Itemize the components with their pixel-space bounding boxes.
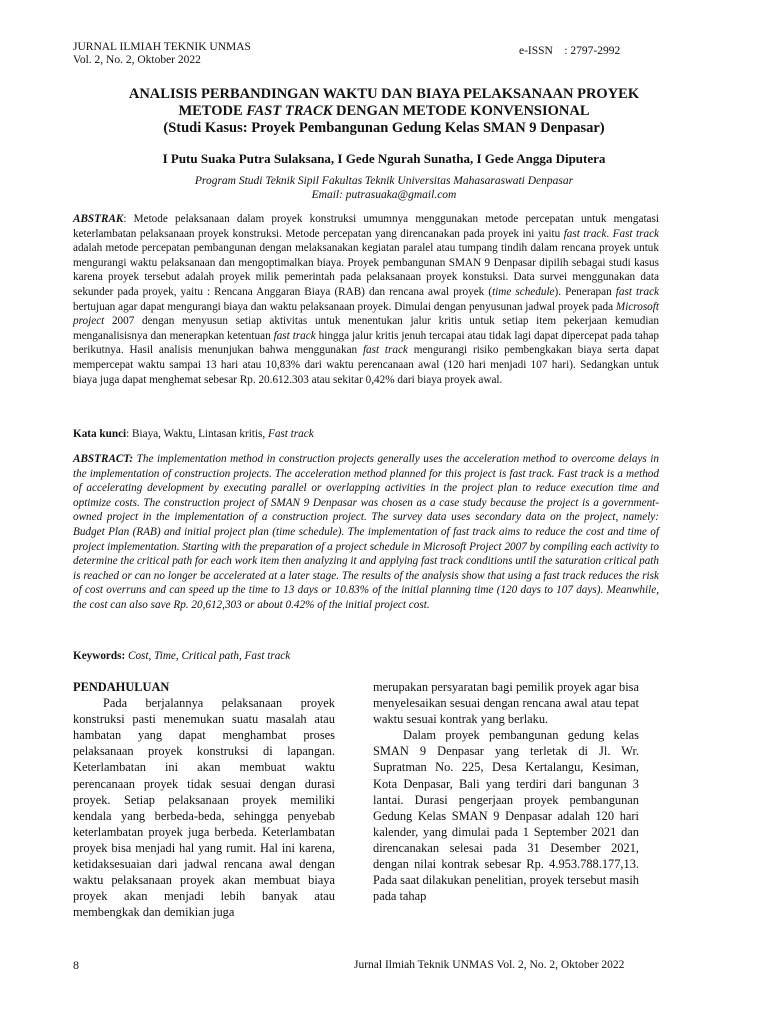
section-heading: PENDAHULUAN xyxy=(73,680,170,694)
title-line-3: (Studi Kasus: Proyek Pembangunan Gedung Kelas SMAN 9 Denpasar) xyxy=(163,120,605,136)
paragraph: Pada berjalannya pelaksanaan proyek konstruksi pasti menemukan suatu masalah atau hambatan yang dapat menghambat proses pelaksanaan proyek konstruksi di lapangan. Keterlambatan ini akan membuat waktu perencanaan proyek tidak sesuai dengan durasi proyek. Setiap pelaksanaan proyek memiliki kendala yang berbeda-beda, sehingga penyebab keterlambatan proyek juga berbeda. Keterlambatan proyek bisa menjadi hal yang rumit. Hal ini karena, ketidaksesuaian dari jadwal rencana awal dengan waktu pelaksanaan proyek akan membuat biaya proyek akan menjadi lebih banyak atau membengkak dan demikian juga xyxy=(73,696,335,920)
abstrak-text: bertujuan agar dapat mengurangi biaya dan waktu pelaksanaan proyek. Dimulai dengan penyusunan jadwal proyek pada xyxy=(73,300,616,313)
body-column-right xyxy=(373,679,639,904)
abstrak-text: ). Penerapan xyxy=(554,285,616,298)
keywords-text: Cost, Time, Critical path, Fast track xyxy=(125,650,291,662)
keywords xyxy=(73,650,659,662)
kata-kunci-label: Kata kunci xyxy=(73,428,127,440)
journal-volume: Vol. 2, No. 2, Oktober 2022 xyxy=(73,54,201,66)
page-number: 8 xyxy=(73,958,79,972)
abstrak-term: fast track xyxy=(563,227,607,240)
running-header xyxy=(73,41,251,67)
abstrak-text: . xyxy=(606,227,613,240)
abstrak-term: Fast track xyxy=(612,227,660,240)
title-line-2-pre: METODE xyxy=(178,103,247,119)
body-column-left xyxy=(73,679,335,920)
abstrak-term: fast track xyxy=(273,329,316,342)
abstract-text: The implementation method in construction projects generally uses the acceleration method to overcome delays in the implementation of construction projects. The acceleration method planned for this project is fast track. Fast track is a method of accelerating development by executing parallel or overlapping activities in the project plan to reduce execution time and optimize costs. The construction project of SMAN 9 Denpasar was chosen as a case study because the project is a government-owned project in the implementation of a construction project. The survey data uses secondary data on the project, namely: Budget Plan (RAB) and initial project plan (time schedule). The implementation of fast track aims to reduce the cost and time of project implementation. Starting with the preparation of a project schedule in Microsoft Project 2007 by compiling each activity to determine the critical path for each work item then analyzing it and applying fast track conditions until the saturation critical path is reached or can no longer be accelerated at a later stage. The results of the analysis show that using a fast track reduces the risk of cost overruns and can speed up the time to 13 days or 10.83% of the initial planning time (120 days to 107 days). Meanwhile, the cost can also save Rp. 20,612,303 or about 0.42% of the initial project cost. xyxy=(73,453,659,611)
abstrak-text: adalah metode percepatan pembangunan dengan melaksanakan kegiatan paralel atau tumpang tindih dalam rencana proyek untuk mengurangi waktu pelaksanaan dan mengoptimalkan biaya. Proyek pembangunan SMAN 9 Denpasar dipilih sebagai studi kasus karena proyek tersebut adalah proyek milik pemerintah pada pelaksanaan proyek konstuksi. Data survei menggunakan data sekunder pada proyek, yaitu : Rencana Anggaran Biaya (RAB) dan rencana awal proyek ( xyxy=(73,242,659,298)
abstract-en xyxy=(73,452,659,613)
author-list: I Putu Suaka Putra Sulaksana, I Gede Ngurah Sunatha, I Gede Angga Diputera xyxy=(162,151,606,166)
abstrak-term: fast track xyxy=(615,285,659,298)
abstrak-text: mengurangi risiko pembengkakan biaya serta dapat mempercepat waktu sampai 13 hari atau 10,83% dari waktu perencanaan awal (120 hari menjadi 107 hari). Sedangkan untuk biaya juga dapat menghemat sebesar Rp. 20.612.303 atau sekitar 0,42% dari biaya proyek awal. xyxy=(73,344,659,386)
paper-title xyxy=(60,86,708,137)
affiliation: Program Studi Teknik Sipil Fakultas Teknik Universitas Mahasaraswati Denpasar xyxy=(194,175,574,187)
abstrak xyxy=(73,212,659,387)
journal-name: JURNAL ILMIAH TEKNIK UNMAS xyxy=(73,41,251,53)
abstrak-label: ABSTRAK xyxy=(73,213,124,225)
title-line-2-italic: FAST TRACK xyxy=(246,103,333,119)
kata-kunci xyxy=(73,428,659,440)
abstract-label: ABSTRACT: xyxy=(73,453,134,465)
kata-kunci-text: : Biaya, Waktu, Lintasan kritis, xyxy=(126,428,268,440)
abstrak-term: Microsoft project xyxy=(73,300,659,328)
email: Email: putrasuaka@gmail.com xyxy=(311,189,457,201)
abstrak-text: hingga jalur kritis jenuh tercapai atau tidak lagi dapat dipercepat pada tahap berikutnya. Hasil analisis menunjukan bahwa menggunakan xyxy=(73,329,660,357)
paragraph: Dalam proyek pembangunan gedung kelas SMAN 9 Denpasar yang terletak di Jl. Wr. Supratman No. 225, Desa Kertalangu, Kesiman, Kota Denpasar, Bali yang terdiri dari bangunan 3 lantai. Durasi pengerjaan proyek pembangunan Gedung Kelas SMAN 9 Denpasar adalah 120 hari kalender, yang dimulai pada 1 September 2021 dan direncanakan selesai pada 31 Desember 2021, dengan nilai kontrak sebesar Rp. 4.953.788.177,13. Pada saat dilakukan penelitian, proyek tersebut masih pada tahap xyxy=(373,728,639,904)
abstrak-term: time schedule xyxy=(492,285,555,298)
keywords-label: Keywords: xyxy=(73,650,126,662)
title-line-2 xyxy=(60,103,708,120)
running-footer: Jurnal Ilmiah Teknik UNMAS Vol. 2, No. 2, Oktober 2022 xyxy=(354,959,625,971)
affiliation-block xyxy=(60,174,708,202)
abstrak-text: : Metode pelaksanaan dalam proyek konstruksi umumnya menggunakan metode percepatan untuk mengatasi keterlambatan pelaksanaan proyek konstruksi. Metode percepatan yang direncanakan pada proyek ini yaitu xyxy=(73,213,659,240)
title-line-1: ANALISIS PERBANDINGAN WAKTU DAN BIAYA PELAKSANAAN PROYEK xyxy=(128,86,640,102)
paragraph: merupakan persyaratan bagi pemilik proyek agar bisa menyelesaikan sesuai dengan rencana awal atau tepat waktu sesuai kontrak yang berlaku. xyxy=(373,680,639,727)
abstrak-text: 2007 dengan menyusun setiap aktivitas untuk menentukan jalur kritis untuk setiap item pekerjaan kemudian menganalisisnya dan menerapkan ketentuan xyxy=(73,315,659,342)
kata-kunci-italic: Fast track xyxy=(267,428,314,440)
abstrak-term: fast track xyxy=(362,344,408,357)
title-line-2-post: DENGAN METODE KONVENSIONAL xyxy=(332,103,590,119)
issn: e-ISSN : 2797-2992 xyxy=(519,45,621,57)
